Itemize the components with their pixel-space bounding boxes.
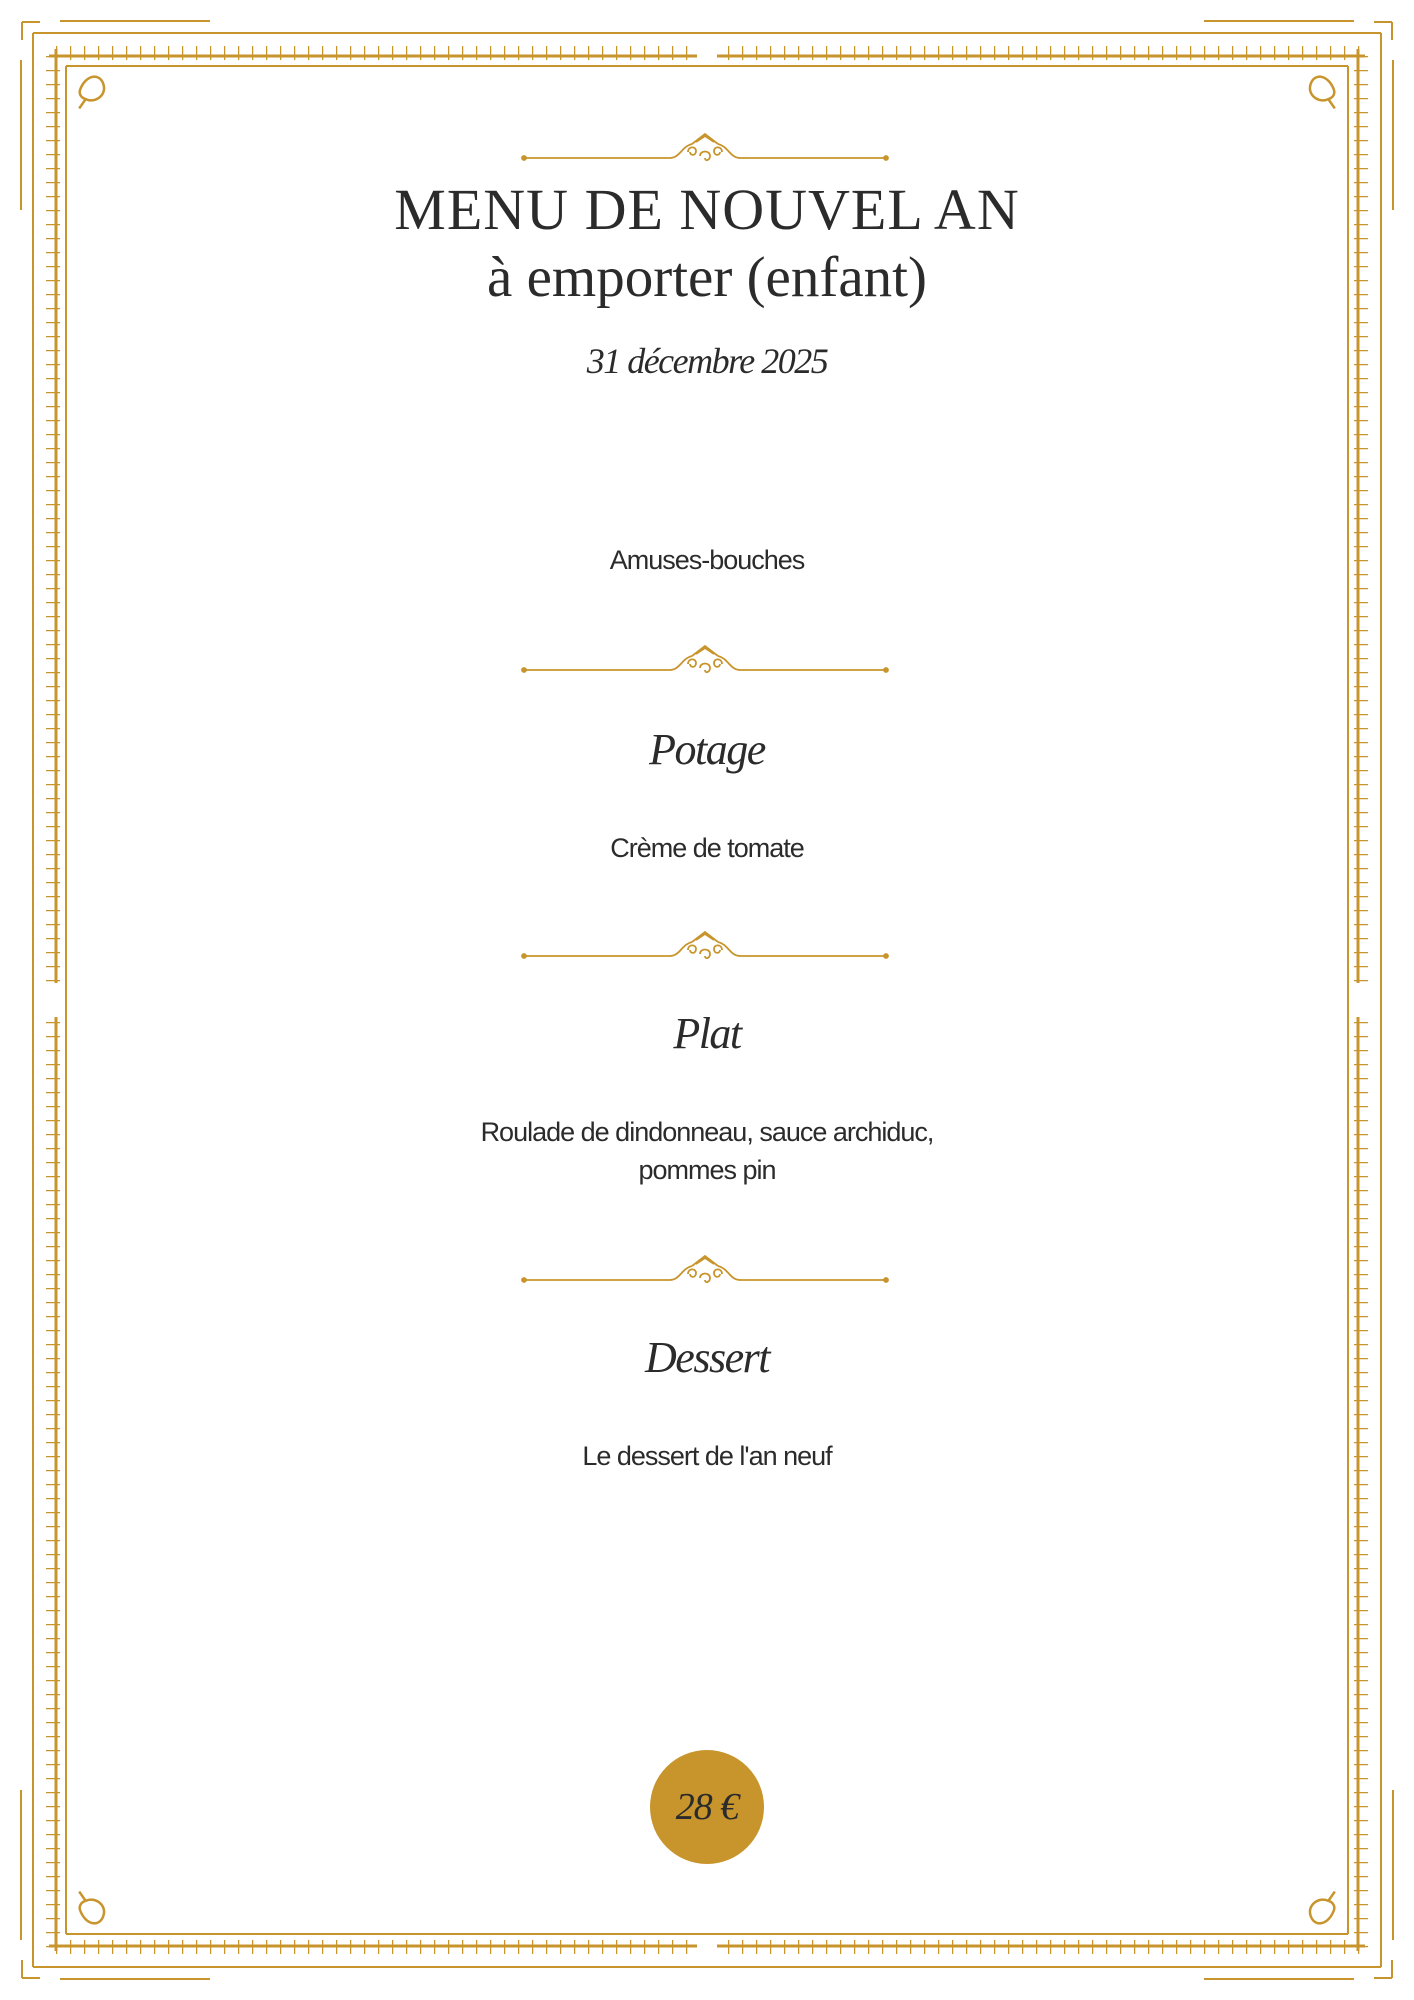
- ornament-divider: [520, 630, 890, 680]
- ornament-divider-top: [520, 118, 890, 168]
- course-item-amuses-bouches: Amuses-bouches: [609, 545, 805, 575]
- menu-title: MENU DE NOUVEL AN: [394, 177, 1020, 242]
- course-item-plat-line1: Roulade de dindonneau, sauce archiduc,: [480, 1117, 934, 1147]
- ornament-divider: [520, 1240, 890, 1290]
- course-item-plat-line2: pommes pin: [638, 1155, 776, 1185]
- ornament-divider: [520, 916, 890, 966]
- price-label: 28 €: [675, 1786, 739, 1828]
- course-item-dessert: Le dessert de l'an neuf: [582, 1441, 832, 1471]
- menu-date: 31 décembre 2025: [586, 341, 828, 381]
- course-title-plat: Plat: [673, 1009, 741, 1058]
- course-title-potage: Potage: [649, 725, 765, 774]
- price-badge: [650, 1750, 764, 1864]
- menu-subtitle: à emporter (enfant): [487, 246, 927, 309]
- course-item-potage: Crème de tomate: [610, 833, 804, 863]
- course-title-dessert: Dessert: [645, 1333, 769, 1382]
